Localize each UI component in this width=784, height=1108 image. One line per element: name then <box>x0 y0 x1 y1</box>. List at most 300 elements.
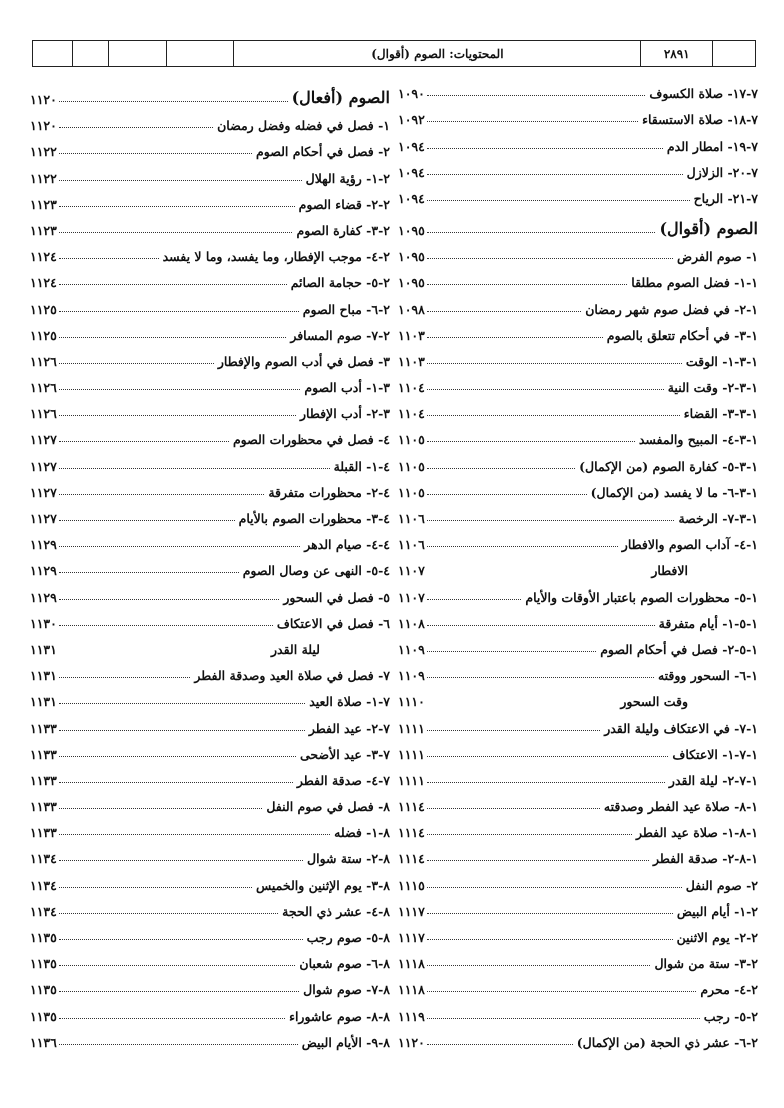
toc-entry <box>398 474 758 500</box>
toc-entry <box>30 369 390 395</box>
toc-leader-dots <box>427 468 575 469</box>
toc-entry <box>398 578 758 604</box>
toc-entry-page: ١٠٩٢ <box>398 112 425 128</box>
toc-leader-dots <box>59 337 286 338</box>
toc-leader-dots <box>427 121 638 122</box>
toc-entry-title: ١-٨-١- صلاة عيد الفطر <box>636 825 758 841</box>
toc-leader-dots <box>427 913 673 914</box>
toc-leader-dots <box>59 494 264 495</box>
toc-entry-page: ١١١٠ <box>398 694 425 710</box>
toc-entry <box>30 290 390 316</box>
toc-leader-dots <box>59 441 229 442</box>
toc-entry-title: ٣-٢- أدب الإفطار <box>299 406 390 422</box>
toc-entry <box>30 945 390 971</box>
toc-entry-title: ١-٣-٢- وقت النية <box>667 380 758 396</box>
toc-entry <box>398 154 758 180</box>
toc-entry-title: ٢-٢- يوم الاثنين <box>676 930 758 945</box>
toc-leader-dots <box>427 756 669 757</box>
toc-leader-dots <box>427 520 675 521</box>
toc-entry-title: ٦- فصل في الاعتكاف <box>276 615 390 631</box>
toc-entry-page: ١١٣٤ <box>30 903 57 919</box>
toc-entry-page: ١١٣٣ <box>30 746 57 762</box>
toc-entry-page: ١١٢٧ <box>30 511 57 526</box>
toc-entry <box>398 657 758 683</box>
toc-entry-page: ١١١٤ <box>398 825 425 841</box>
toc-entry-page: ١١٠٩ <box>398 641 425 657</box>
toc-entry-page: ١١٣٣ <box>30 799 57 815</box>
toc-leader-dots <box>59 101 288 102</box>
toc-leader-dots <box>59 887 252 888</box>
toc-entry-title: ٧-٢١- الرياح <box>693 190 758 206</box>
toc-entry <box>398 369 758 395</box>
toc-entry <box>398 75 758 101</box>
toc-entry <box>30 919 390 945</box>
toc-entry <box>398 605 758 631</box>
toc-leader-dots <box>427 148 663 149</box>
toc-leader-dots <box>427 232 656 233</box>
toc-entry-page: ١٠٩٥ <box>398 222 425 238</box>
toc-entry <box>398 343 758 369</box>
toc-entry <box>398 290 758 316</box>
toc-leader-dots <box>427 337 603 338</box>
toc-entry <box>30 552 390 578</box>
toc-entry <box>30 474 390 500</box>
toc-leader-dots <box>59 153 252 154</box>
toc-entry-title: ٢- صوم النفل <box>685 877 758 893</box>
toc-entry-page: ١١٢٧ <box>30 484 57 500</box>
toc-entry <box>398 788 758 814</box>
toc-entry-title: ٨-٦- صوم شعبان <box>299 956 390 972</box>
toc-entry-page: ١١٠٥ <box>398 458 425 474</box>
toc-entry-title: ٧-٢٠- الزلازل <box>686 164 758 180</box>
toc-entry-title: ٢-٢- قضاء الصوم <box>298 196 390 212</box>
toc-entry <box>398 893 758 919</box>
toc-entry-page: ١١٢٠ <box>30 118 57 134</box>
toc-entry-title: ٣- فصل في أدب الصوم والإفطار <box>217 353 390 369</box>
toc-leader-dots <box>59 415 296 416</box>
toc-leader-dots <box>59 520 235 521</box>
toc-leader-dots <box>59 651 267 652</box>
toc-leader-dots <box>59 860 303 861</box>
toc-entry-title: ٤-٢- محظورات متفرقة <box>268 484 390 500</box>
toc-entry-title: ٨- فصل في صوم النفل <box>266 799 390 815</box>
toc-entry-page: ١١١٤ <box>398 799 425 815</box>
toc-leader-dots <box>427 389 664 390</box>
toc-entry-page: ١١٠٥ <box>398 484 425 500</box>
toc-entry-title: ٧-١٨- صلاة الاستسقاء <box>642 112 758 128</box>
toc-leader-dots <box>59 808 262 809</box>
toc-entry-page: ١١٢٦ <box>30 353 57 369</box>
toc-entry <box>30 186 390 212</box>
toc-entry-title: ٤-١- القبلة <box>333 458 390 474</box>
toc-leader-dots <box>59 939 303 940</box>
toc-entry-page: ١١٢٠ <box>398 1034 425 1050</box>
toc-entry-title: ١- صوم الفرض <box>676 249 758 265</box>
toc-entry <box>30 605 390 631</box>
toc-entry-title: الافطار <box>651 563 688 579</box>
toc-entry <box>30 264 390 290</box>
toc-leader-dots <box>59 991 299 992</box>
toc-leader-dots <box>427 782 665 783</box>
toc-leader-dots <box>427 703 617 704</box>
header-cell-empty <box>167 41 235 66</box>
toc-entry <box>30 500 390 526</box>
toc-leader-dots <box>427 494 587 495</box>
toc-entry-page: ١١٠٧ <box>398 589 425 605</box>
toc-entry-title: ١-١- فضل الصوم مطلقا <box>631 275 758 291</box>
header-cell-empty <box>713 41 755 66</box>
toc-entry <box>30 107 390 133</box>
toc-leader-dots <box>59 284 287 285</box>
toc-entry-page: ١١١٥ <box>398 877 425 893</box>
toc-entry <box>398 238 758 264</box>
toc-entry <box>30 893 390 919</box>
toc-entry-page: ١١٠٣ <box>398 327 425 343</box>
toc-leader-dots <box>427 939 673 940</box>
toc-leader-dots <box>427 1018 700 1019</box>
toc-entry-page: ١٠٩٥ <box>398 275 425 291</box>
toc-entry-page: ١١٣٤ <box>30 877 57 893</box>
toc-entry <box>398 264 758 290</box>
toc-entry-page: ١١١٨ <box>398 956 425 972</box>
toc-entry-title: ٨-٣- يوم الإثنين والخميس <box>255 877 390 893</box>
toc-entry-title: ١-٣-٧- الرخصة <box>678 511 758 526</box>
toc-entry-title: ١-٨-٢- صدقة الفطر <box>652 851 758 867</box>
toc-entry <box>398 127 758 153</box>
toc-leader-dots <box>427 363 682 364</box>
toc-entry-title: ١-٢- في فضل صوم شهر رمضان <box>585 301 758 317</box>
toc-entry <box>30 866 390 892</box>
toc-entry <box>398 997 758 1023</box>
toc-leader-dots <box>59 389 300 390</box>
toc-entry <box>398 180 758 206</box>
toc-leader-dots <box>59 546 300 547</box>
toc-leader-dots <box>427 887 682 888</box>
toc-entry-title: ٣-١- أدب الصوم <box>304 380 390 396</box>
toc-entry <box>398 762 758 788</box>
toc-entry-page: ١١٠٩ <box>398 668 425 684</box>
toc-leader-dots <box>427 860 649 861</box>
toc-entry-title: ١-٣- في أحكام تتعلق بالصوم <box>606 327 758 343</box>
toc-entry-title: ٧-١- صلاة العيد <box>309 694 390 710</box>
toc-leader-dots <box>59 625 273 626</box>
toc-entry-title: ٧-١٧- صلاة الكسوف <box>649 86 758 102</box>
toc-entry-title: ٤-٤- صيام الدهر <box>304 537 390 553</box>
toc-entry-page: ١١١١ <box>398 772 425 788</box>
toc-entry <box>398 421 758 447</box>
toc-entry-page: ١١٠٤ <box>398 380 425 396</box>
toc-entry <box>398 552 758 578</box>
toc-entry-page: ١١٢٦ <box>30 380 57 396</box>
toc-entry-page: ١٠٩٤ <box>398 190 425 206</box>
toc-entry-title: ٢-٧- صوم المسافر <box>290 327 390 343</box>
toc-leader-dots <box>427 174 683 175</box>
toc-entry-page: ١١٠٧ <box>398 563 425 579</box>
toc-entry-page: ١١٢٥ <box>30 327 57 343</box>
toc-entry-title: ٧-٤- صدقة الفطر <box>296 772 390 788</box>
toc-entry-page: ١١٣٥ <box>30 982 57 998</box>
header-page-number: ٢٨٩١ <box>641 41 713 66</box>
toc-entry-page: ١٠٩٠ <box>398 86 425 102</box>
toc-leader-dots <box>59 834 330 835</box>
toc-entry-title: ١-٦- السحور ووقته <box>657 668 758 684</box>
toc-entry-title: ٤-٣- محظورات الصوم بالأيام <box>238 511 390 526</box>
toc-leader-dots <box>427 572 647 573</box>
toc-leader-dots <box>59 127 213 128</box>
toc-leader-dots <box>59 730 305 731</box>
toc-entry <box>398 840 758 866</box>
toc-entry <box>398 1024 758 1050</box>
toc-entry <box>30 238 390 264</box>
toc-entry-page: ١١١٤ <box>398 851 425 867</box>
toc-leader-dots <box>427 311 581 312</box>
toc-entry-title: ٢-٥- حجامة الصائم <box>290 275 390 291</box>
toc-entry-title: ٧-٢- عيد الفطر <box>308 720 390 736</box>
toc-leader-dots <box>59 703 305 704</box>
toc-entry <box>30 317 390 343</box>
toc-entry-title: ٢-٣- كفارة الصوم <box>296 222 390 238</box>
toc-entry <box>398 866 758 892</box>
toc-entry <box>398 447 758 473</box>
toc-entry-page: ١١٣١ <box>30 641 57 657</box>
toc-entry-title: ٢-٦- مباح الصوم <box>302 301 390 317</box>
toc-entry <box>30 657 390 683</box>
toc-entry <box>398 683 758 709</box>
toc-entry-title: ١-٧-١- الاعتكاف <box>672 746 758 762</box>
toc-entry <box>30 736 390 762</box>
toc-entry-title: ١-٨- صلاة عيد الفطر وصدقته <box>603 799 758 815</box>
toc-entry <box>30 395 390 421</box>
toc-leader-dots <box>427 284 627 285</box>
toc-entry-title: ٨-٩- الأيام البيض <box>301 1034 390 1050</box>
toc-entry-page: ١١٢٠ <box>30 92 57 107</box>
toc-entry-page: ١٠٩٤ <box>398 164 425 180</box>
toc-entry-page: ١١١١ <box>398 720 425 736</box>
toc-column-left <box>30 75 390 1050</box>
toc-entry-page: ١١٣٣ <box>30 720 57 736</box>
toc-leader-dots <box>59 572 239 573</box>
toc-entry-page: ١١١١ <box>398 746 425 762</box>
toc-entry <box>30 447 390 473</box>
toc-entry <box>398 526 758 552</box>
toc-entry <box>398 736 758 762</box>
header-cell-empty <box>73 41 109 66</box>
toc-entry-title: ١-٣-٦- ما لا يفسد (من الإكمال) <box>590 484 758 500</box>
toc-entry-page: ١٠٩٨ <box>398 301 425 317</box>
toc-entry-page: ١١٠٨ <box>398 615 425 631</box>
toc-entry <box>30 762 390 788</box>
toc-entry-page: ١١٠٣ <box>398 353 425 369</box>
toc-entry-title: ١-٤- آداب الصوم والافطار <box>621 537 758 553</box>
toc-leader-dots <box>59 913 278 914</box>
toc-entry-page: ١١١٨ <box>398 982 425 998</box>
header-cell-empty <box>109 41 167 66</box>
toc-entry <box>30 1024 390 1050</box>
toc-entry-title: ١- فصل في فضله وفضل رمضان <box>217 118 390 134</box>
toc-entry-page: ١١٠٦ <box>398 511 425 526</box>
toc-entry-page: ١١٠٤ <box>398 406 425 422</box>
toc-entry-title: ١-٣-٣- القضاء <box>683 406 758 422</box>
toc-leader-dots <box>427 965 651 966</box>
toc-entry-title: ٢-٥- رجب <box>703 1008 758 1024</box>
toc-entry-title: ١-٧-٢- ليلة القدر <box>668 772 758 788</box>
toc-leader-dots <box>59 311 299 312</box>
toc-entry-title: ١-٣-٤- المبيح والمفسد <box>638 432 758 448</box>
toc-entry-page: ١١٣٣ <box>30 772 57 788</box>
toc-entry-page: ١١٣١ <box>30 668 57 684</box>
toc-entry-title: ٢-١- رؤية الهلال <box>305 170 390 186</box>
toc-leader-dots <box>59 206 295 207</box>
toc-entry-page: ١١٢٤ <box>30 275 57 291</box>
toc-entry-title: ٤- فصل في محظورات الصوم <box>232 432 390 448</box>
toc-entry-page: ١١٢٧ <box>30 432 57 448</box>
toc-entry-page: ١١٢٩ <box>30 563 57 579</box>
toc-leader-dots <box>427 677 654 678</box>
toc-entry <box>30 421 390 447</box>
toc-section-heading <box>30 75 390 107</box>
toc-entry-page: ١١٣٣ <box>30 825 57 841</box>
toc-entry-page: ١١٣٠ <box>30 615 57 631</box>
toc-leader-dots <box>427 1044 573 1045</box>
toc-entry <box>30 343 390 369</box>
toc-entry <box>30 631 390 657</box>
toc-entry-title: ١-٥- محظورات الصوم باعتبار الأوقات والأيام <box>525 589 758 605</box>
toc-entry-page: ١١١٩ <box>398 1008 425 1024</box>
toc-entry-title: ٧- فصل في صلاة العيد وصدقة الفطر <box>194 668 390 684</box>
toc-entry-title: ١-٧- في الاعتكاف وليلة القدر <box>604 720 758 736</box>
header-cell-empty <box>33 41 73 66</box>
toc-entry-title: ٨-٤- عشر ذي الحجة <box>282 903 390 919</box>
toc-leader-dots <box>59 468 330 469</box>
toc-entry-title: ٨-٨- صوم عاشوراء <box>289 1008 390 1024</box>
toc-entry-title: ٢-٣- ستة من شوال <box>654 956 758 972</box>
toc-leader-dots <box>427 258 673 259</box>
toc-leader-dots <box>427 415 680 416</box>
toc-entry-page: ١١٣١ <box>30 694 57 710</box>
toc-leader-dots <box>59 756 296 757</box>
toc-entry-page: ١١٢٥ <box>30 301 57 317</box>
toc-leader-dots <box>59 782 293 783</box>
toc-entry-title: ٢-١- أيام البيض <box>676 903 758 919</box>
toc-entry-title: ٨-١- فضله <box>334 825 390 841</box>
toc-entry-title: ٨-٧- صوم شوال <box>303 982 390 998</box>
toc-entry-title: ٨-٥- صوم رجب <box>306 930 390 945</box>
toc-entry-title: ليلة القدر <box>271 641 320 657</box>
toc-entry <box>398 317 758 343</box>
toc-entry-title: ٧-١٩- امطار الدم <box>666 138 758 154</box>
toc-entry-title: ٢-٦- عشر ذي الحجة (من الإكمال) <box>576 1034 758 1050</box>
toc-entry <box>30 212 390 238</box>
toc-entry <box>398 101 758 127</box>
toc-entry-title: ٢-٤- محرم <box>700 982 758 998</box>
toc-entry-page: ١٠٩٥ <box>398 249 425 265</box>
toc-leader-dots <box>59 363 214 364</box>
toc-entry <box>30 683 390 709</box>
toc-entry-page: ١١٠٦ <box>398 537 425 553</box>
toc-leader-dots <box>59 965 296 966</box>
toc-entry-page: ١١٣٥ <box>30 956 57 972</box>
toc-entry-title: ١-٣-٥- كفارة الصوم (من الإكمال) <box>579 458 758 474</box>
toc-section-heading <box>398 206 758 238</box>
toc-leader-dots <box>427 441 635 442</box>
toc-entry <box>398 709 758 735</box>
toc-leader-dots <box>59 258 159 259</box>
toc-leader-dots <box>59 1018 285 1019</box>
toc-entry-title: ٧-٣- عيد الأضحى <box>299 746 390 762</box>
toc-entry <box>30 788 390 814</box>
toc-entry-page: ١١٢٣ <box>30 222 57 238</box>
toc-leader-dots <box>427 546 618 547</box>
toc-entry-page: ١٠٩٤ <box>398 138 425 154</box>
toc-leader-dots <box>427 625 655 626</box>
toc-entry-title: ٢-٤- موجب الإفطار، وما يفسد، وما لا يفسد <box>162 249 390 265</box>
toc-leader-dots <box>427 599 521 600</box>
toc-entry-title: ١-٥-١- أيام متفرقة <box>658 615 758 631</box>
header-title: المحتويات: الصوم (أقوال) <box>234 41 641 66</box>
toc-entry <box>30 159 390 185</box>
toc-entry <box>398 500 758 526</box>
toc-entry-page: ١١٢٢ <box>30 170 57 186</box>
toc-entry <box>30 709 390 735</box>
toc-leader-dots <box>59 1044 298 1045</box>
toc-entry-page: ١١٣٥ <box>30 930 57 945</box>
toc-leader-dots <box>427 991 697 992</box>
page-header <box>32 40 756 67</box>
toc-entry-page: ١١٢٦ <box>30 406 57 422</box>
toc-entry-title: الصوم (أقوال) <box>659 218 758 238</box>
toc-leader-dots <box>427 651 596 652</box>
toc-entry-title: ١-٣-١- الوقت <box>685 353 758 369</box>
toc-entry-page: ١١١٧ <box>398 903 425 919</box>
toc-entry <box>30 971 390 997</box>
toc-entry-page: ١١١٧ <box>398 930 425 945</box>
toc-entry <box>30 133 390 159</box>
toc-entry-page: ١١٢٧ <box>30 458 57 474</box>
toc-leader-dots <box>59 599 280 600</box>
toc-entry-page: ١١٣٤ <box>30 851 57 867</box>
toc-leader-dots <box>427 200 690 201</box>
toc-leader-dots <box>427 808 600 809</box>
toc-entry <box>398 814 758 840</box>
toc-entry <box>30 997 390 1023</box>
toc-entry <box>398 945 758 971</box>
toc-entry <box>30 814 390 840</box>
toc-leader-dots <box>59 232 293 233</box>
toc-entry <box>30 840 390 866</box>
toc-column-right <box>398 75 758 1050</box>
toc-entry-title: ٥- فصل في السحور <box>283 589 390 605</box>
toc-entry <box>30 526 390 552</box>
toc-entry-page: ١١٢٢ <box>30 144 57 160</box>
toc-entry <box>398 971 758 997</box>
toc-leader-dots <box>427 834 632 835</box>
toc-entry <box>30 578 390 604</box>
toc-leader-dots <box>59 180 302 181</box>
toc-entry-title: ٨-٢- ستة شوال <box>307 851 390 867</box>
toc-entry-page: ١١٢٣ <box>30 196 57 212</box>
toc-entry-title: ٤-٥- النهى عن وصال الصوم <box>242 563 390 579</box>
toc-entry-page: ١١٢٩ <box>30 537 57 553</box>
toc-entry-title: ١-٥-٢- فصل في أحكام الصوم <box>600 641 758 657</box>
toc-entry-title: ٢- فصل في أحكام الصوم <box>256 144 390 160</box>
toc-entry <box>398 395 758 421</box>
toc-entry-page: ١١٢٩ <box>30 589 57 605</box>
toc-entry-title: وقت السحور <box>620 694 688 710</box>
toc-leader-dots <box>427 730 600 731</box>
toc-entry-title: الصوم (أفعال) <box>291 88 390 107</box>
toc-entry-page: ١١٣٥ <box>30 1008 57 1024</box>
toc-leader-dots <box>59 677 191 678</box>
